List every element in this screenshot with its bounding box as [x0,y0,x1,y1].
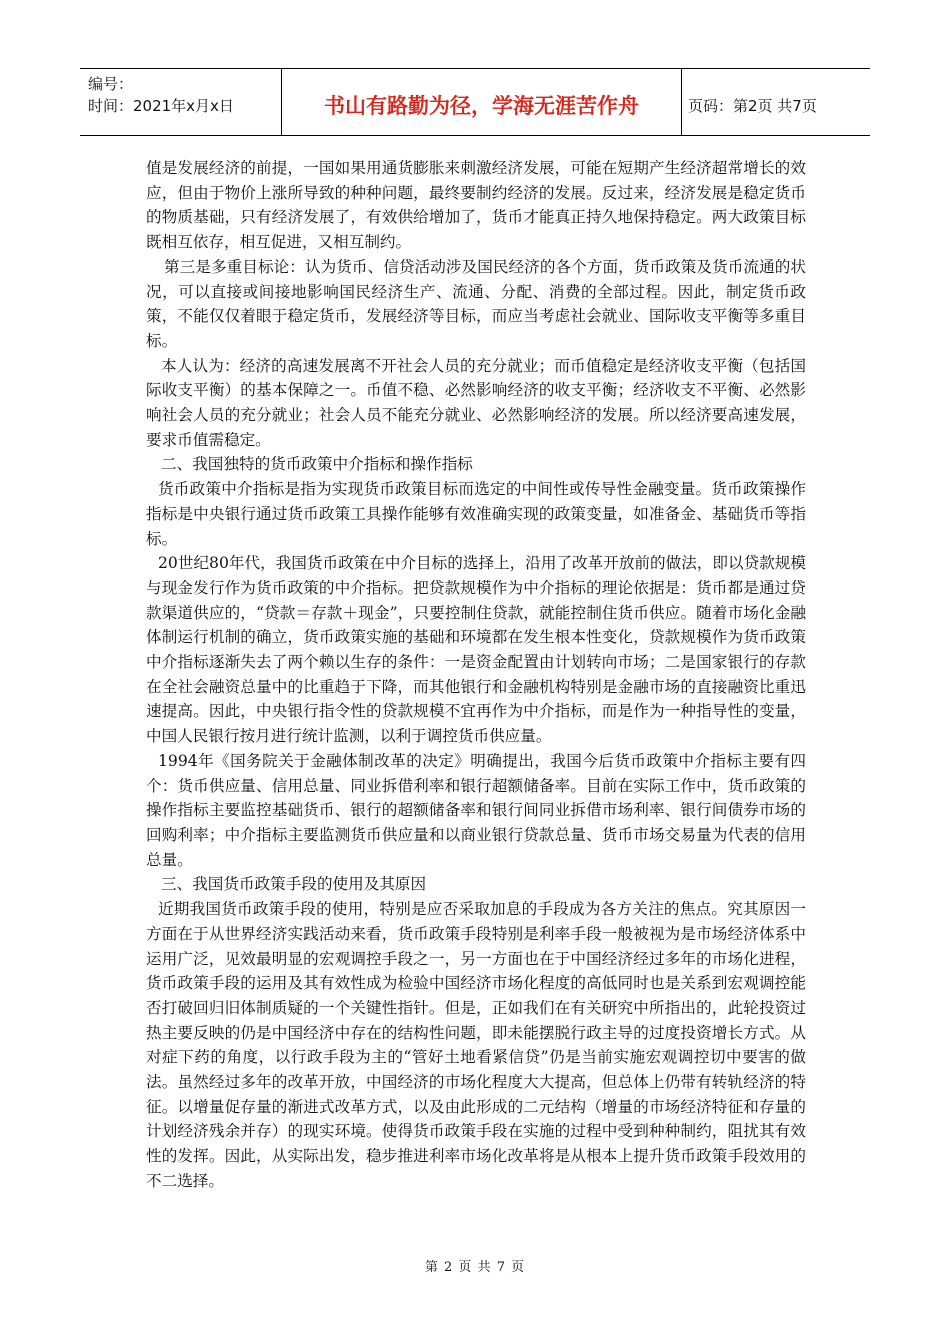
header-motto: 书山有路勤为径，学海无涯苦作舟 [282,69,682,135]
page-footer: 第 2 页 共 7 页 [424,1260,526,1275]
section-heading: 二、我国独特的货币政策中介指标和操作指标 [161,455,473,474]
document-date-label: 时间：2021年x月x日 [88,97,234,115]
header-page-number: 页码：第2页 共7页 [688,96,817,115]
paragraph: 值是发展经济的前提，一国如果用通货膨胀来刺激经济发展，可能在短期产生经济超常增长的效应，但由于物价上涨所导致的种种问题，最终要制约经济的发展。反过来，经济发展是稳定货币的物质基础，只有经济发展了，有效供给增加了，货币才能真正持久地保持稳定。两大政策目标既相互依存，相互促进，又相互制约。 [146,159,806,252]
paragraph: 第三是多重目标论：认为货币、信贷活动涉及国民经济的各个方面，货币政策及货币流通的状况，可以直接或间接地影响国民经济生产、流通、分配、消费的全部过程。因此，制定货币政策，不能仅仅着眼于稳定货币，发展经济等目标，而应当考虑社会就业、国际收支平衡等多重目标。 [146,257,806,350]
paragraph: 本人认为：经济的高速发展离不开社会人员的充分就业；而币值稳定是经济收支平衡（包括国际收支平衡）的基本保障之一。币值不稳、必然影响经济的收支平衡；经济收支不平衡、必然影响社会人员的充分就业；社会人员不能充分就业、必然影响经济的发展。所以经济要高速发展，要求币值需稳定。 [146,356,806,449]
header-meta [80,69,282,135]
paragraph: 近期我国货币政策手段的使用，特别是应否采取加息的手段成为各方关注的焦点。究其原因一方面在于从世界经济实践活动来看，货币政策手段特别是利率手段一般被视为是市场经济体系中运用广泛，见效最明显的宏观调控手段之一，另一方面也在于中国经济经过多年的市场化进程，货币政策手段的运用及其有效性成为检验中国经济市场化程度的高低同时也是关系到宏观调控能否打破回归旧体制质疑的一个关键性指针。但是，正如我们在有关研究中所指出的，此轮投资过热主要反映的仍是中国经济中存在的结构性问题，即未能摆脱行政主导的过度投资增长方式。从对症下药的角度，以行政手段为主的“管好土地看紧信贷”仍是当前实施宏观调控切中要害的做法。虽然经过多年的改革开放，中国经济的市场化程度大大提高，但总体上仍带有转轨经济的特征。以增量促存量的渐进式改革方式，以及由此形成的二元结构（增量的市场经济特征和存量的计划经济残余并存）的现实环境。使得货币政策手段在实施的过程中受到种种制约，阻扰其有效性的发挥。因此，从实际出发，稳步推进利率市场化改革将是从根本上提升货币政策手段效用的不二选择。 [146,900,806,1190]
paragraph: 20世纪80年代，我国货币政策在中介目标的选择上，沿用了改革开放前的做法，即以贷款规模与现金发行作为货币政策的中介指标。把贷款规模作为中介指标的理论依据是：货币都是通过贷款渠道供应的，“贷款＝存款＋现金”，只要控制住贷款，就能控制住货币供应。随着市场化金融体制运行机制的确立，货币政策实施的基础和环境都在发生根本性变化，贷款规模作为货币政策中介指标逐渐失去了两个赖以生存的条件：一是资金配置由计划转向市场；二是国家银行的存款在全社会融资总量中的比重趋于下降，而其他银行和金融机构特别是金融市场的直接融资比重迅速提高。因此，中央银行指令性的贷款规模不宜再作为中介指标，而是作为一种指导性的变量，中国人民银行按月进行统计监测，以利于调控货币供应量。 [146,554,806,746]
paragraph: 货币政策中介指标是指为实现货币政策目标而选定的中间性或传导性金融变量。货币政策操作指标是中央银行通过货币政策工具操作能够有效准确实现的政策变量，如准备金、基础货币等指标。 [146,480,806,548]
page-header [80,68,870,136]
document-body [146,156,806,1194]
document-number-label: 编号： [88,75,134,93]
paragraph: 1994年《国务院关于金融体制改革的决定》明确提出，我国今后货币政策中介指标主要有四个：货币供应量、信用总量、同业拆借利率和银行超额储备率。目前在实际工作中，货币政策的操作指标主要监控基础货币、银行的超额储备率和银行间同业拆借市场利率、银行间债券市场的回购利率；中介指标主要监测货币供应量和以商业银行贷款总量、货币市场交易量为代表的信用总量。 [146,751,806,869]
section-heading: 三、我国货币政策手段的使用及其原因 [161,875,427,894]
